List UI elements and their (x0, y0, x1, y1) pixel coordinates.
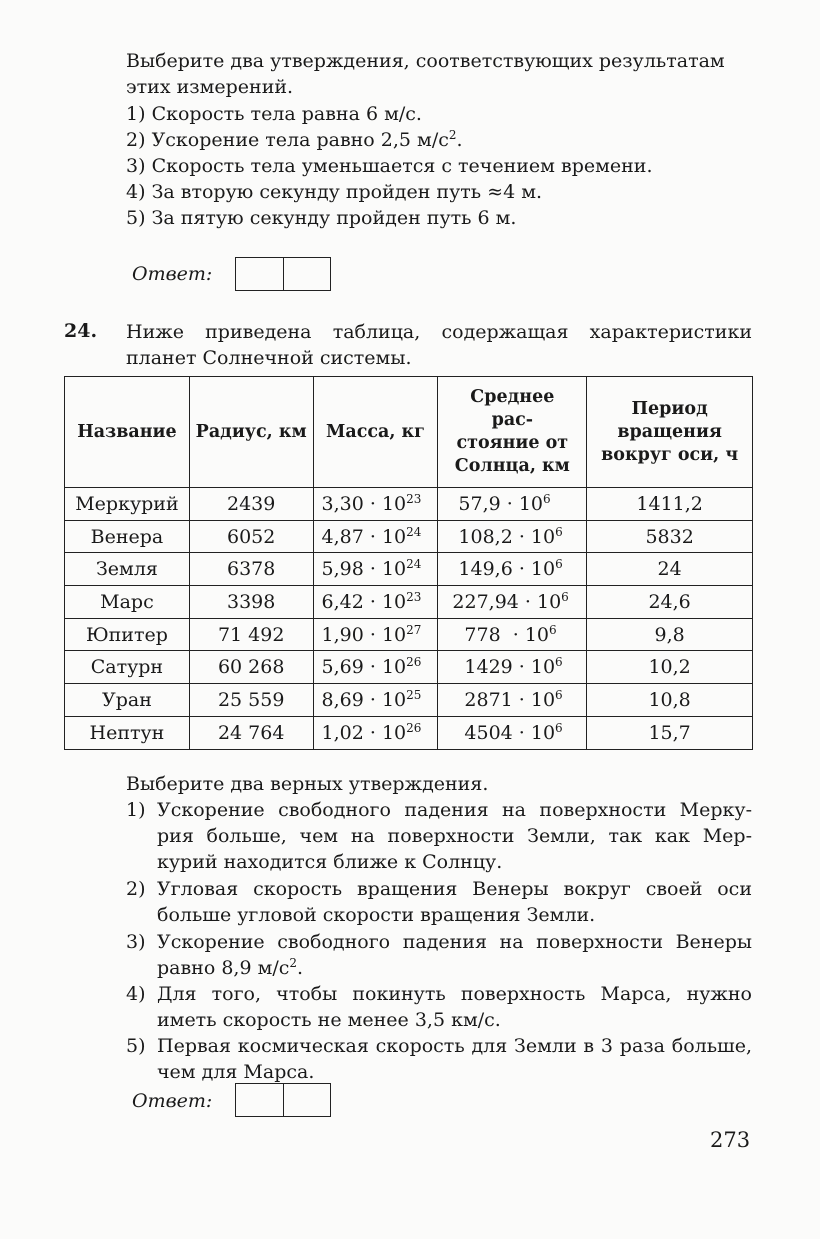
q23-option-4: 4) За вторую секунду пройден путь ≈4 м. (126, 181, 543, 203)
q23-option-2: 2) Ускорение тела равно 2,5 $м/с^2$. (126, 128, 463, 151)
q24-answer-label: Ответ: (132, 1090, 213, 1112)
planet-name: Нептун (65, 716, 190, 749)
planet-period: 24 (587, 553, 753, 586)
planet-mass: $1,02 \cdot 10^{26}$ (313, 716, 438, 749)
table-header-row (65, 377, 753, 488)
planet-mass: $8,69 \cdot 10^{25}$ (313, 684, 438, 717)
planet-distance: $227,94 \cdot 10^6$ (438, 586, 587, 619)
table-row (65, 488, 753, 521)
table-row (65, 716, 753, 749)
q24-answer-cell-2[interactable] (284, 1084, 331, 1116)
planet-name: Юпитер (65, 618, 190, 651)
q24-option-1: 1) Ускорение свободного падения на поверхности Мерку- рия больше, чем на поверхности Земли, так как Мер- курий находится ближе к Солнцу. (126, 799, 752, 873)
header-mass: Масса, кг (313, 377, 438, 488)
planet-radius: 6378 (189, 553, 313, 586)
q23-intro-line2: этих измерений. (126, 76, 294, 98)
planet-distance: $149,6 \cdot 10^6$ (438, 553, 587, 586)
planet-period: 10,2 (587, 651, 753, 684)
planet-distance: $778 \cdot 10^6$ (438, 618, 587, 651)
q24-option-3: 3) Ускорение свободного падения на поверхности Венеры равно 8,9 $м/с^2$. (126, 931, 752, 979)
planet-radius: 24 764 (189, 716, 313, 749)
planet-period: 10,8 (587, 684, 753, 717)
planet-distance: $4504 \cdot 10^6$ (438, 716, 587, 749)
planet-name: Сатурн (65, 651, 190, 684)
q24-number: 24. (64, 320, 98, 342)
q24-option-5: 5) Первая космическая скорость для Земли в 3 раза больше, чем для Марса. (126, 1035, 752, 1083)
q24-prompt: Выберите два верных утверждения. (126, 773, 489, 795)
planet-period: 15,7 (587, 716, 753, 749)
header-radius: Радиус, км (189, 377, 313, 488)
q23-option-5: 5) За пятую секунду пройден путь 6 м. (126, 207, 517, 229)
planet-mass: $3,30 \cdot 10^{23}$ (313, 488, 438, 521)
planet-name: Земля (65, 553, 190, 586)
planet-period: 5832 (587, 520, 753, 553)
q24-answer-box[interactable] (235, 1083, 331, 1117)
planet-mass: $5,69 \cdot 10^{26}$ (313, 651, 438, 684)
planet-name: Марс (65, 586, 190, 619)
header-period: Период вращения вокруг оси, ч (587, 377, 753, 488)
planet-distance: $1429 \cdot 10^6$ (438, 651, 587, 684)
header-distance: Среднее рас- стояние от Солнца, км (438, 377, 587, 488)
q23-option-3: 3) Скорость тела уменьшается с течением времени. (126, 155, 653, 177)
q23-answer-cell-2[interactable] (284, 258, 331, 290)
planet-mass: $6,42 \cdot 10^{23}$ (313, 586, 438, 619)
q24-intro-line1: Ниже приведена таблица, содержащая характеристики (126, 321, 752, 343)
q24-option-4: 4) Для того, чтобы покинуть поверхность Марса, нужно иметь скорость не менее 3,5 км/с. (126, 983, 752, 1031)
q24-intro-line2: планет Солнечной системы. (126, 347, 412, 369)
planet-mass: $1,90 \cdot 10^{27}$ (313, 618, 438, 651)
planet-name: Меркурий (65, 488, 190, 521)
planet-radius: 25 559 (189, 684, 313, 717)
table-row (65, 586, 753, 619)
planet-name: Венера (65, 520, 190, 553)
q24-answer-cell-1[interactable] (236, 1084, 284, 1116)
planet-radius: 2439 (189, 488, 313, 521)
planet-period: 24,6 (587, 586, 753, 619)
table-row (65, 553, 753, 586)
q23-answer-box[interactable] (235, 257, 331, 291)
page-number: 273 (710, 1128, 751, 1152)
table-row (65, 618, 753, 651)
table-row (65, 651, 753, 684)
planet-period: 9,8 (587, 618, 753, 651)
q23-intro-line1: Выберите два утверждения, соответствующих результатам (126, 50, 725, 72)
table-row (65, 520, 753, 553)
planet-name: Уран (65, 684, 190, 717)
planet-radius: 71 492 (189, 618, 313, 651)
q23-option-1: 1) Скорость тела равна 6 м/с. (126, 103, 422, 125)
planet-radius: 6052 (189, 520, 313, 553)
planet-mass: $4,87 \cdot 10^{24}$ (313, 520, 438, 553)
planet-period: 1411,2 (587, 488, 753, 521)
planet-radius: 3398 (189, 586, 313, 619)
table-row (65, 684, 753, 717)
planet-mass: $5,98 \cdot 10^{24}$ (313, 553, 438, 586)
planet-distance: $108,2 \cdot 10^6$ (438, 520, 587, 553)
planets-table (64, 376, 753, 750)
planet-distance: $57,9 \cdot 10^6$ (438, 488, 587, 521)
planet-radius: 60 268 (189, 651, 313, 684)
header-name: Название (65, 377, 190, 488)
q23-answer-cell-1[interactable] (236, 258, 284, 290)
planet-distance: $2871 \cdot 10^6$ (438, 684, 587, 717)
q24-option-2: 2) Угловая скорость вращения Венеры вокруг своей оси больше угловой скорости вращения Земли. (126, 878, 752, 926)
q23-answer-label: Ответ: (132, 263, 213, 285)
